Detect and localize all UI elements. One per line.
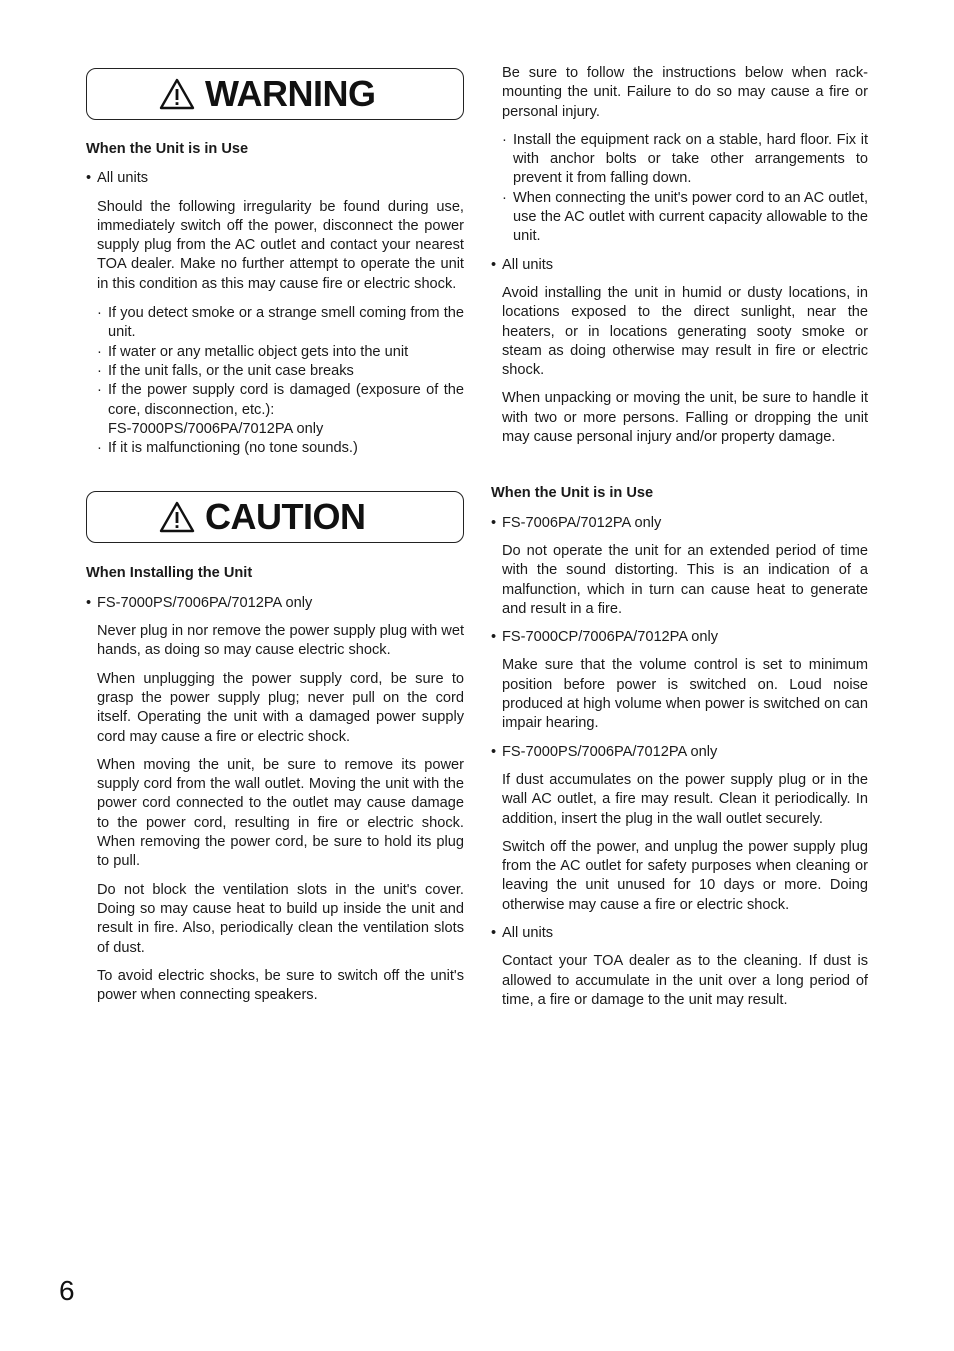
page-number: 6 xyxy=(59,1275,75,1306)
model-bullet: • FS-7000CP/7006PA/7012PA only xyxy=(491,628,868,647)
caution-paragraph: Never plug in nor remove the power supply plug with wet hands, as doing so may cause electric shock. xyxy=(97,623,464,659)
caution-paragraph: Do not block the ventilation slots in the unit's cover. Doing so may cause heat to build up inside the unit and result in fire. Also, periodically clean the ventilation slots of dust. xyxy=(97,881,464,956)
caution-bullet: • FS-7000PS/7006PA/7012PA only xyxy=(86,594,464,613)
warning-heading: When the Unit is in Use xyxy=(86,141,249,157)
model-bullet: • FS-7006PA/7012PA only xyxy=(491,514,868,533)
caution-heading: When Installing the Unit xyxy=(86,565,253,582)
caution-paragraph: When moving the unit, be sure to remove its power supply cord from the wall outlet. Moving the unit with the power cord connected to the outlet may cause damage to the power cord, resulting in fire or electric shock. When removing the power cord, be sure to hold its plug to pull. xyxy=(97,756,464,870)
use-paragraph: Switch off the power, and unplug the power supply plug from the AC outlet for safety purposes when cleaning or leaving the unit unused for 10 days or more. Doing otherwise may cause a fire or electric shock. xyxy=(502,838,868,913)
warning-list xyxy=(97,304,464,458)
all-units-bullet: • All units xyxy=(491,924,868,943)
caution-paragraph: When unplugging the power supply cord, be sure to grasp the power supply plug; never pull on the cord itself. Operating the unit with a damaged power supply cord may cause a fire or electric shock. xyxy=(97,670,464,745)
list-item-continuation: FS-7000PS/7006PA/7012PA only xyxy=(108,420,324,437)
list-item: · Install the equipment rack on a stable, hard floor. Fix it with anchor bolts or take other arrangements to prevent it from falling down. xyxy=(502,131,868,189)
caution-paragraph: To avoid electric shocks, be sure to switch off the unit's power when connecting speakers. xyxy=(97,967,464,1004)
rack-intro: Be sure to follow the instructions below when rack-mounting the unit. Failure to do so may cause a fire or personal injury. xyxy=(502,65,868,120)
use-heading: When the Unit is in Use xyxy=(491,485,654,502)
use-paragraph: Make sure that the volume control is set to minimum position before power is switched on. Loud noise produced at high volume when power is switched on can impair hearing. xyxy=(502,657,868,732)
all-units-bullet: • All units xyxy=(491,256,868,275)
warning-title: WARNING xyxy=(205,73,376,114)
warning-triangle-icon xyxy=(159,78,195,110)
use-paragraph: If dust accumulates on the power supply plug or in the wall AC outlet, a fire may result. Clean it periodically. In addition, insert the plug in the wall outlet securely. xyxy=(502,771,868,827)
all-units-paragraph: Avoid installing the unit in humid or dusty locations, in locations exposed to the direct sunlight, near the heaters, or in locations generating sooty smoke or steam as doing otherwise may result in fire or electric shock. xyxy=(502,284,868,379)
use-paragraph: Contact your TOA dealer as to the cleaning. If dust is allowed to accumulate in the unit over a long period of time, a fire or damage to the unit may result. xyxy=(502,953,868,1008)
caution-banner xyxy=(86,491,464,543)
list-item: · If you detect smoke or a strange smell coming from the unit. xyxy=(97,304,464,343)
list-item: · If the power supply cord is damaged (exposure of the core, disconnection, etc.): xyxy=(97,381,464,420)
model-bullet: • FS-7000PS/7006PA/7012PA only xyxy=(491,743,868,762)
list-item: · If the unit falls, or the unit case breaks xyxy=(97,362,464,381)
use-paragraph: Do not operate the unit for an extended period of time with the sound distorting. This is an indication of a malfunction, which in turn can cause heat to generate and result in a fire. xyxy=(502,542,868,617)
right-column xyxy=(491,64,868,1010)
list-item: · If water or any metallic object gets into the unit xyxy=(97,343,464,362)
caution-triangle-icon xyxy=(159,501,195,533)
list-item: · When connecting the unit's power cord to an AC outlet, use the AC outlet with current capacity allowable to the unit. xyxy=(502,189,868,247)
list-item: · If it is malfunctioning (no tone sounds.) xyxy=(97,439,464,458)
warning-paragraph: Should the following irregularity be found during use, immediately switch off the power, disconnect the power supply plug from the AC outlet and contact your nearest TOA dealer. Make no further attempt to operate the unit in this condition as this may cause fire or electric shock. xyxy=(97,198,464,292)
left-column xyxy=(86,68,464,1005)
rack-list xyxy=(502,131,868,247)
all-units-paragraph: When unpacking or moving the unit, be sure to handle it with two or more persons. Falling or dropping the unit may cause personal injury and/or property damage. xyxy=(502,390,868,446)
warning-banner xyxy=(86,68,464,120)
warning-bullet: • All units xyxy=(86,169,464,188)
caution-title: CAUTION xyxy=(205,496,366,538)
